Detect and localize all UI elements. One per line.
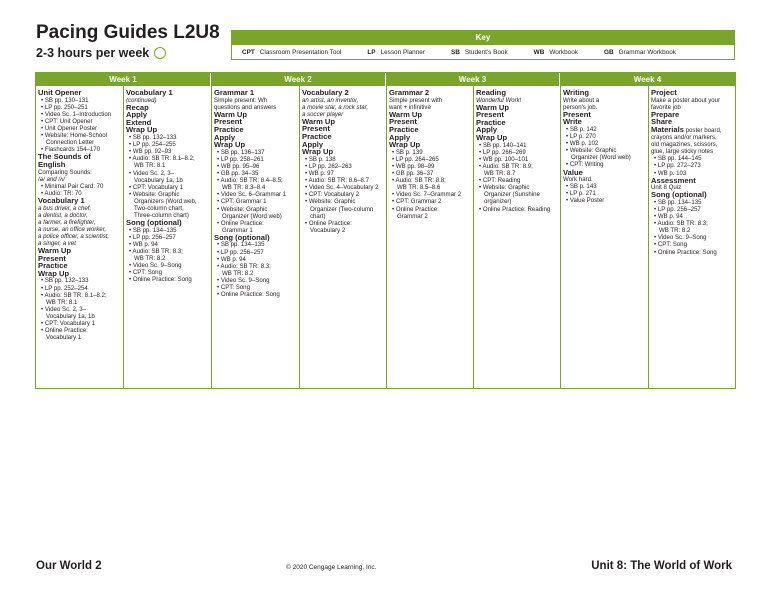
resource-item: • Video Sc. 2, 3– [126,170,210,177]
resource-item: • Minimal Pair Card: 70 [38,183,122,190]
section-heading: Vocabulary 1 [126,89,173,97]
resource-item: • Video Sc. 4–Vocabulary 2 [302,184,385,191]
key-abbr: GB [603,49,614,56]
resource-item: • SB pp. 132–133 [126,134,210,141]
target-language: a nurse, an office worker, [38,225,107,233]
section-heading: Present [214,117,242,127]
resource-item: • LP pp. 264–265 [389,156,472,163]
resource-item: • Audio: SB TR: 8.6–8.7 [302,177,385,184]
resource-item-continued: WB TR: 8.2 [222,269,254,277]
section-heading: Wrap Up [126,125,158,135]
resource-item: • Video Sc. 7–Grammar 2 [389,191,472,198]
resource-item: • Video Sc. 2, 3– [38,306,122,313]
resource-item-continued: WB TR: 8.7 [484,170,516,178]
resource-item-continued: Three-column chart) [134,212,189,220]
resource-item: • CPT: Grammar 2 [389,198,472,205]
week-header: Week 2 [211,73,386,86]
column-divider [299,86,300,388]
section-heading: Practice [214,124,244,134]
section-heading: Writing [563,89,590,97]
resource-item: • WB p. 94 [126,241,210,248]
section-heading: Song (optional) [126,218,182,228]
section-heading: Practice [38,261,68,271]
resource-item: • Website: Graphic [302,198,385,205]
resource-item: • CPT: Vocabulary 2 [302,191,385,198]
resource-item: • Video Sc. 1–Introduction [38,111,122,118]
column-divider [211,86,212,388]
description-text [651,126,735,134]
page-subtitle [36,46,166,60]
section-heading: Project [651,89,677,97]
resource-item: • CPT: Reading [476,177,559,184]
resource-item: • Audio: SB TR: 8.1–8.2; [38,292,122,299]
resource-item-continued: WB TR: 8.5–8.6 [397,184,441,192]
resource-item: • Online Practice: [389,206,472,213]
resource-item: • LP pp. 256–257 [126,234,210,241]
description-text: Work hard. [563,176,593,184]
week-header: Week 3 [386,73,560,86]
key-item [534,49,578,56]
section-heading: Reading [476,89,506,97]
section-heading: Vocabulary 2 [302,89,349,97]
key-label: Workbook [549,49,578,56]
target-language: /ə/ and /ʌ/ [38,175,65,183]
key-heading: Key [232,31,734,45]
section-heading: Grammar 1 [214,89,255,97]
resource-item-continued: WB TR: 8.1 [134,162,166,170]
lesson-column [651,89,735,386]
resource-item: • Audio: TR: 70 [38,190,122,197]
section-heading: Present [38,253,66,263]
section-heading: Warm Up [302,116,336,126]
resource-item: • LP pp. 266–269 [476,149,559,156]
target-language: a farmer, a firefighter, [38,218,96,226]
resource-item: • SB pp. 140–141 [476,142,559,149]
section-heading: Grammar 2 [389,89,430,97]
section-heading: Write [563,117,582,127]
resource-item-continued: Vocabulary 1 [46,334,82,342]
resource-item: • SB p. 143 [563,183,647,190]
resource-item-continued: WB TR: 8.2 [659,227,691,235]
section-heading: Vocabulary 1 [38,195,85,205]
footer-copyright: © 2020 Cengage Learning, Inc. [286,564,377,571]
resource-item: • GB pp. 34–35 [214,170,298,177]
resource-item: • LP pp. 272–273 [651,162,735,169]
resource-item: • LP pp. 262–263 [302,163,385,170]
resource-item: • LP p. 271 [563,190,647,197]
description-text: Comparing Sounds: [38,168,92,176]
target-language: Wonderful Work! [476,96,522,104]
section-heading: Warm Up [389,109,423,119]
target-language: a soccer player [302,110,344,118]
key-item [451,49,508,56]
resource-item: • LP pp. 258–261 [214,156,298,163]
section-heading: Value [563,167,583,177]
description-text: Make a poster about your [651,96,721,104]
lesson-column [476,89,559,386]
resource-item-continued: Organizers (Word web, [134,197,197,205]
key-item [604,49,676,56]
section-heading: Extend [126,117,152,127]
resource-item: • LP p. 270 [563,133,647,140]
section-heading: Song (optional) [651,190,707,200]
description-text: Write about a [563,96,600,104]
resource-item: • WB pp. 95–96 [214,163,298,170]
page-title: Pacing Guides L2U8 [36,22,220,43]
description-text: favorite job [651,103,681,111]
target-language: a bus driver, a chef, [38,204,92,212]
resource-item: • Flashcards 154–170 [38,146,122,153]
description-text: questions and answers [214,103,277,111]
resource-item: • LP pp. 256–257 [214,249,298,256]
resource-item: • Video Sc. 6–Grammar 1 [214,191,298,198]
key-label: Student's Book [464,49,508,56]
resource-item: • SB p. 139 [389,149,472,156]
description-text: Simple present with [389,96,443,104]
resource-item: • CPT: Grammar 1 [214,198,298,205]
lesson-column [38,89,122,386]
week-header-row [36,73,735,86]
resource-item: • Website: Graphic [214,206,298,213]
resource-item: • LP pp. 252–254 [38,285,122,292]
section-heading: Wrap Up [476,133,508,143]
resource-item-continued: WB TR: 8.2 [134,255,166,263]
description-text: old magazines, scissors, [651,141,718,149]
resource-item: • Audio: SB TR: 8.1–8.2; [126,155,210,162]
key-label: Classroom Presentation Tool [259,49,342,56]
resource-item: • WB p. 97 [302,170,385,177]
resource-item: • SB p. 142 [563,126,647,133]
resource-item: • Online Practice: Reading [476,206,559,213]
section-heading: The Sounds of [38,152,91,162]
resource-item: • WB pp. 98–99 [389,163,472,170]
section-heading: English [38,159,66,169]
description-text: glue, large sticky notes [651,148,713,156]
resource-item-continued: Organizer (Sunshine [484,191,540,199]
resource-item: • Audio: SB TR: 8.8; [389,177,472,184]
resource-item-continued: Grammar 2 [397,212,428,220]
section-heading: Wrap Up [302,147,334,157]
target-language: an artist, an inventor, [302,96,359,104]
description-text: want + infinitive [389,103,431,111]
section-heading: Wrap Up [38,268,70,278]
section-heading: Recap [126,102,149,112]
key-abbr: CPT [242,49,255,56]
key-abbr: SB [450,49,460,56]
resource-item: • SB pp. 134–135 [214,241,298,248]
section-heading: Wrap Up [389,140,421,150]
lesson-column [302,89,385,386]
resource-item: • CPT: Vocabulary 1 [38,320,122,327]
section-heading: Practice [476,117,506,127]
section-heading: Warm Up [214,109,248,119]
resource-item: • CPT: Vocabulary 1 [126,184,210,191]
section-heading: Present [476,110,504,120]
pacing-table [35,72,736,389]
resource-item: • CPT: Unit Opener [38,118,122,125]
week-header: Week 4 [633,75,662,84]
resource-item: • WB p. 102 [563,140,647,147]
lesson-column [563,89,647,386]
footer-series: Our World 2 [36,560,102,572]
resource-item: • Online Practice: Song [126,276,210,283]
section-heading: Assessment [651,175,696,185]
key-label: Lesson Planner [380,49,425,56]
column-divider [123,86,124,388]
resource-item: • Audio: SB TR: 8.4–8.5; [214,177,298,184]
resource-item: • CPT: Song [126,269,210,276]
resource-item-continued: chart) [310,212,326,220]
resource-item: • SB pp. 132–133 [38,277,122,284]
target-language: a dentist, a doctor, [38,211,88,219]
resource-item-continued: WB TR: 8.3–8.4 [222,184,266,192]
section-heading: Apply [389,132,411,142]
resource-item: • SB pp. 134–135 [126,227,210,234]
section-heading: Present [563,109,591,119]
key-abbr: LP [367,49,376,56]
week-header: Week 1 [36,73,211,86]
resource-item: • Website: Graphic [563,147,647,154]
resource-item-continued: WB TR: 8.1 [46,298,78,306]
resource-item: • SB p. 138 [302,156,385,163]
column-divider [560,86,561,388]
section-heading: Practice [389,124,419,134]
resource-item-continued: Organizer (Two-column [310,205,374,213]
target-language: (continued) [126,96,157,104]
description-text: person's job. [563,103,598,111]
resource-item: • Online Practice: [302,220,385,227]
hours-label: 2-3 hours per week [36,46,150,60]
resource-item: • LP pp. 256–257 [651,206,735,213]
key-item [367,49,425,56]
resource-item: • SB pp. 136–137 [214,149,298,156]
resource-item-continued: Grammar 1 [222,226,253,234]
key-item [242,49,341,56]
section-heading: Apply [476,125,498,135]
resource-item: • WB p. 94 [651,213,735,220]
resource-item: • SB pp. 144–145 [651,155,735,162]
resource-item: • Online Practice: Song [651,249,735,256]
lesson-column [214,89,298,386]
footer-unit: Unit 8: The World of Work [591,560,732,572]
resource-item: • Website: Graphic [476,184,559,191]
key-items [232,45,734,60]
section-heading: Apply [126,110,148,120]
lesson-column [126,89,210,386]
resource-item: • Audio: SB TR: 8.3; [214,263,298,270]
resource-item: • LP pp. 254–255 [126,141,210,148]
resource-item-continued: Vocabulary 1a, 1b [46,312,95,320]
resource-item: • LP pp. 250–251 [38,104,122,111]
resource-item-continued: Organizer (Word web) [571,154,631,162]
key-label: Grammar Workbook [618,49,676,56]
resource-item: • CPT: Song [651,241,735,248]
resource-item: • SB pp. 130–131 [38,97,122,104]
section-heading: Share [651,117,673,127]
resource-item: • WB p. 94 [214,256,298,263]
resource-item-continued: organizer) [484,198,512,206]
resource-item-continued: Organizer (Word web) [222,212,282,220]
resource-item: • Audio: SB TR: 8.3; [651,220,735,227]
resource-item: • Video Sc. 9–Song [214,277,298,284]
section-heading: Apply [302,139,324,149]
resource-item: • Online Practice: [214,220,298,227]
description-text: crayons and/or markers, [651,134,717,142]
resource-item: • Value Poster [563,197,647,204]
resource-item: • WB pp. 92–93 [126,148,210,155]
resource-item: • WB pp. 100–101 [476,156,559,163]
resource-item: • CPT: Song [214,284,298,291]
resource-item-continued: Vocabulary 1a, 1b [134,176,183,184]
resource-item: • GB pp. 36–37 [389,170,472,177]
resource-item: • Video Sc. 9–Song [126,262,210,269]
resource-item: • Online Practice: Song [214,291,298,298]
resource-item: • Video Sc. 9–Song [651,234,735,241]
resource-item: • Audio: SB TR: 8.9; [476,163,559,170]
lesson-column [389,89,472,386]
resource-item: • SB pp. 134–135 [651,199,735,206]
resource-item-continued: Vocabulary 2 [310,226,346,234]
description-text: Simple present: Wh [214,96,268,104]
column-divider [386,86,387,388]
section-heading: Wrap Up [214,140,246,150]
resource-item: • Audio: SB TR: 8.3; [126,248,210,255]
column-divider [648,86,649,388]
key-box [231,30,735,60]
target-language: a singer, a vet [38,239,76,247]
resource-item-continued: Two-column chart, [134,205,184,212]
resource-item-continued: Connection Letter [46,139,95,147]
section-heading: Apply [214,132,236,142]
section-heading: Warm Up [38,246,72,256]
resource-item: • Online Practice: [38,327,122,334]
section-heading: Present [389,117,417,127]
key-abbr: WB [533,49,545,56]
section-heading: Song (optional) [214,232,270,242]
section-heading: Warm Up [476,102,510,112]
column-divider [473,86,474,388]
target-language: a police officer, a scientist, [38,232,110,240]
materials-label: Materials [651,124,684,134]
section-heading: Present [302,124,330,134]
description-text: Unit 8 Quiz [651,184,682,192]
materials-text: poster board, [683,126,722,134]
resource-item: • Unit Opener Poster [38,125,122,132]
section-heading: Unit Opener [38,89,82,97]
section-heading: Prepare [651,109,680,119]
target-language: a movie star, a rock star, [302,103,369,111]
resource-item: • Website: Graphic [126,191,210,198]
clock-icon [154,47,166,59]
section-heading: Practice [302,132,332,142]
resource-item: • CPT: Writing [563,161,647,168]
resource-item: • WB p. 103 [651,170,735,177]
resource-item: • Website: Home-School [38,132,122,139]
